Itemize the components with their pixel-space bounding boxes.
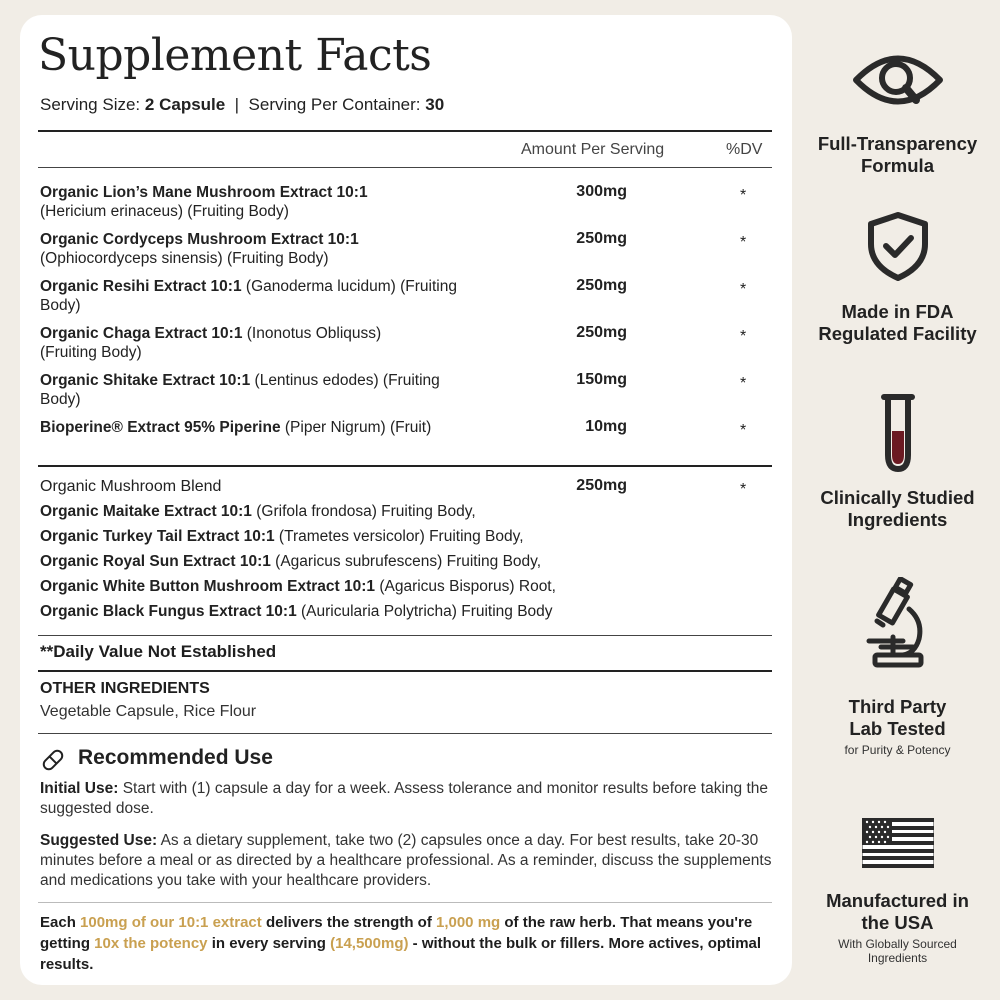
potency-text: of the raw herb. That means you're getting — [40, 914, 753, 952]
blend-item — [40, 603, 553, 621]
ingredient-dv: * — [740, 328, 747, 345]
potency-text: delivers the strength of — [261, 914, 436, 931]
potency-highlight: 10x the potency — [94, 935, 208, 952]
ingredient-amount: 250mg — [576, 277, 627, 294]
amount-per-serving-header: Amount Per Serving — [521, 141, 665, 158]
servings-per-container-label: Serving Per Container: — [248, 95, 421, 114]
dv-header: %DV — [726, 141, 763, 158]
ingredient-row — [40, 324, 770, 371]
blend-item-detail: (Agaricus Bisporus) Root, — [379, 578, 556, 595]
ingredient-name: Bioperine® Extract 95% Piperine — [40, 419, 281, 436]
ingredient-name: Organic Cordyceps Mushroom Extract 10:1 — [40, 231, 359, 248]
blend-item-name: Organic Maitake Extract 10:1 — [40, 503, 252, 520]
badge-title: Regulated Facility — [818, 323, 977, 344]
badge-title: Made in FDA — [841, 301, 954, 322]
ingredient-dv: * — [740, 187, 747, 204]
ingredient-row — [40, 230, 770, 277]
ingredient-dv: * — [740, 422, 747, 439]
badge-title: Lab Tested — [849, 718, 946, 739]
facts-title: Supplement Facts — [38, 30, 432, 81]
blend-item-detail: (Grifola frondosa) Fruiting Body, — [256, 503, 476, 520]
badge-lab-tested — [800, 577, 995, 757]
ingredient-name: Organic Lion’s Mane Mushroom Extract 10:1 — [40, 184, 368, 201]
us-flag-icon — [862, 818, 934, 868]
eye-magnifier-icon — [848, 45, 948, 115]
shield-check-icon — [863, 210, 933, 282]
ingredient-name: Organic Chaga Extract 10:1 — [40, 325, 243, 342]
daily-value-note: **Daily Value Not Established — [40, 642, 277, 661]
badge-title: Ingredients — [847, 509, 948, 530]
badge-fda — [800, 210, 995, 345]
ingredient-dv: * — [740, 234, 747, 251]
badge-clinical — [800, 393, 995, 531]
badge-subtitle: With Globally Sourced — [838, 937, 957, 951]
badge-title: Formula — [861, 155, 934, 176]
capsule-icon — [40, 747, 66, 773]
badge-subtitle: for Purity & Potency — [844, 743, 951, 757]
potency-highlight: (14,500mg) — [330, 935, 409, 952]
serving-info — [40, 95, 444, 115]
ingredient-detail: (Inonotus Obliquss) (Fruiting Body) — [40, 325, 382, 361]
servings-per-container-value: 30 — [425, 95, 445, 114]
suggested-use-label: Suggested Use: — [40, 832, 158, 849]
ingredient-detail: (Piper Nigrum) (Fruit) — [284, 419, 432, 436]
potency-statement — [40, 912, 775, 975]
potency-highlight: 1,000 mg — [435, 914, 501, 931]
blend-item — [40, 528, 524, 546]
potency-text: in every serving — [207, 935, 331, 952]
ingredient-amount: 300mg — [576, 183, 627, 200]
ingredient-row — [40, 418, 770, 465]
recommended-use-title: Recommended Use — [78, 746, 273, 769]
ingredient-row — [40, 183, 770, 230]
blend-item-name: Organic Black Fungus Extract 10:1 — [40, 603, 297, 620]
initial-use-body: Start with (1) capsule a day for a week. Assess tolerance and monitor results before taking the suggested dose. — [40, 780, 769, 817]
ingredient-amount: 150mg — [576, 371, 627, 388]
badge-usa — [800, 818, 995, 965]
divider — [38, 635, 772, 636]
badge-subtitle: Ingredients — [867, 951, 928, 965]
badge-title: Full-Transparency — [817, 133, 978, 154]
suggested-use-body: As a dietary supplement, take two (2) capsules once a day. For best results, take 20-30 minutes before a meal or as directed by a healthcare professional. As a reminder, discuss the supplements and medications you take with your healthcare providers. — [40, 832, 772, 889]
ingredient-name: Organic Resihi Extract 10:1 — [40, 278, 242, 295]
divider — [38, 902, 772, 903]
ingredient-row — [40, 277, 770, 324]
ingredient-amount: 10mg — [585, 418, 627, 435]
ingredient-detail: (Hericium erinaceus) (Fruiting Body) — [40, 203, 289, 220]
blend-dv: * — [740, 481, 747, 498]
blend-item — [40, 578, 556, 596]
other-ingredients-text: Vegetable Capsule, Rice Flour — [40, 703, 257, 720]
other-ingredients-title: OTHER INGREDIENTS — [40, 680, 210, 697]
divider — [38, 167, 772, 168]
suggested-use-text — [40, 831, 775, 891]
blend-item — [40, 503, 476, 521]
test-tube-icon — [878, 393, 918, 473]
divider — [38, 465, 772, 467]
ingredient-detail: (Ganoderma lucidum) (Fruiting Body) — [40, 278, 457, 314]
serving-size-label: Serving Size: — [40, 95, 141, 114]
badge-title: Clinically Studied — [820, 487, 975, 508]
badge-title: Manufactured in — [826, 890, 969, 911]
ingredient-detail: (Lentinus edodes) (Fruiting Body) — [40, 372, 440, 408]
microscope-icon — [863, 577, 933, 672]
ingredient-amount: 250mg — [576, 324, 627, 341]
blend-item-detail: (Auricularia Polytricha) Fruiting Body — [301, 603, 553, 620]
blend-item-name: Organic Turkey Tail Extract 10:1 — [40, 528, 275, 545]
blend-item-detail: (Trametes versicolor) Fruiting Body, — [278, 528, 524, 545]
blend-item-name: Organic White Button Mushroom Extract 10:1 — [40, 578, 376, 595]
potency-highlight: 100mg of our 10:1 extract — [80, 914, 262, 931]
badge-transparency — [800, 45, 995, 177]
ingredient-amount: 250mg — [576, 230, 627, 247]
ingredient-dv: * — [740, 375, 747, 392]
badge-title: the USA — [861, 912, 934, 933]
divider — [38, 130, 772, 132]
potency-text: Each — [40, 914, 81, 931]
ingredient-dv: * — [740, 281, 747, 298]
blend-name: Organic Mushroom Blend — [40, 478, 222, 495]
blend-amount: 250mg — [576, 477, 627, 494]
ingredient-detail: (Ophiocordyceps sinensis) (Fruiting Body) — [40, 250, 329, 267]
divider — [38, 733, 772, 734]
potency-text: - without the bulk or fillers. More actives, optimal results. — [40, 935, 762, 973]
serving-size-value: 2 Capsule — [144, 95, 226, 114]
ingredient-row — [40, 371, 770, 418]
blend-item-detail: (Agaricus subrufescens) Fruiting Body, — [275, 553, 542, 570]
ingredient-name: Organic Shitake Extract 10:1 — [40, 372, 251, 389]
serving-separator: | — [234, 95, 240, 114]
initial-use-label: Initial Use: — [40, 780, 119, 797]
badge-title: Third Party — [848, 696, 947, 717]
initial-use-text — [40, 779, 775, 819]
blend-item — [40, 553, 541, 571]
divider — [38, 670, 772, 672]
blend-item-name: Organic Royal Sun Extract 10:1 — [40, 553, 271, 570]
